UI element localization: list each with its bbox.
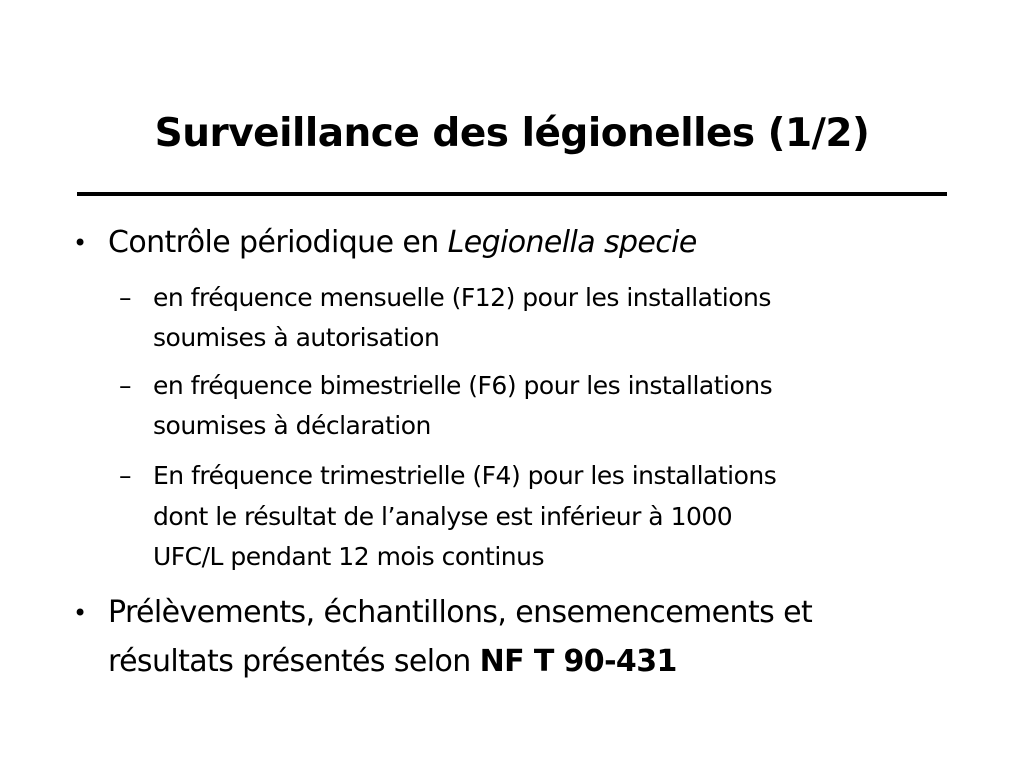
subitem-1-line-1: en fréquence mensuelle (F12) pour les installations (153, 283, 771, 312)
subitem-3-line-1: En fréquence trimestrielle (F4) pour les installations (153, 461, 777, 490)
bullet-2-line-2 (108, 641, 988, 683)
dash-marker: – (119, 371, 132, 400)
subitem-3-line-3: UFC/L pendant 12 mois continus (153, 542, 544, 571)
bullet-item-1 (108, 222, 988, 264)
bullet-1-italic-text: Legionella specie (447, 225, 697, 260)
subitem-2-line-1: en fréquence bimestrielle (F6) pour les installations (153, 371, 773, 400)
slide-title: Surveillance des légionelles (1/2) (154, 111, 870, 156)
subitem-2-line-2: soumises à déclaration (153, 411, 431, 440)
bullet-marker: • (73, 229, 88, 257)
subitem-1-line-2: soumises à autorisation (153, 323, 440, 352)
bullet-2-line-1: Prélèvements, échantillons, ensemencements et (108, 595, 813, 630)
dash-marker: – (119, 461, 132, 490)
dash-marker: – (119, 283, 132, 312)
bullet-2-bold-text: NF T 90-431 (479, 644, 677, 679)
bullet-2-text: résultats présentés selon (108, 644, 480, 679)
subitem-3-line-2: dont le résultat de l’analyse est inférieur à 1000 (153, 502, 733, 531)
bullet-1-text: Contrôle périodique en (108, 225, 448, 260)
bullet-marker: • (73, 599, 88, 627)
